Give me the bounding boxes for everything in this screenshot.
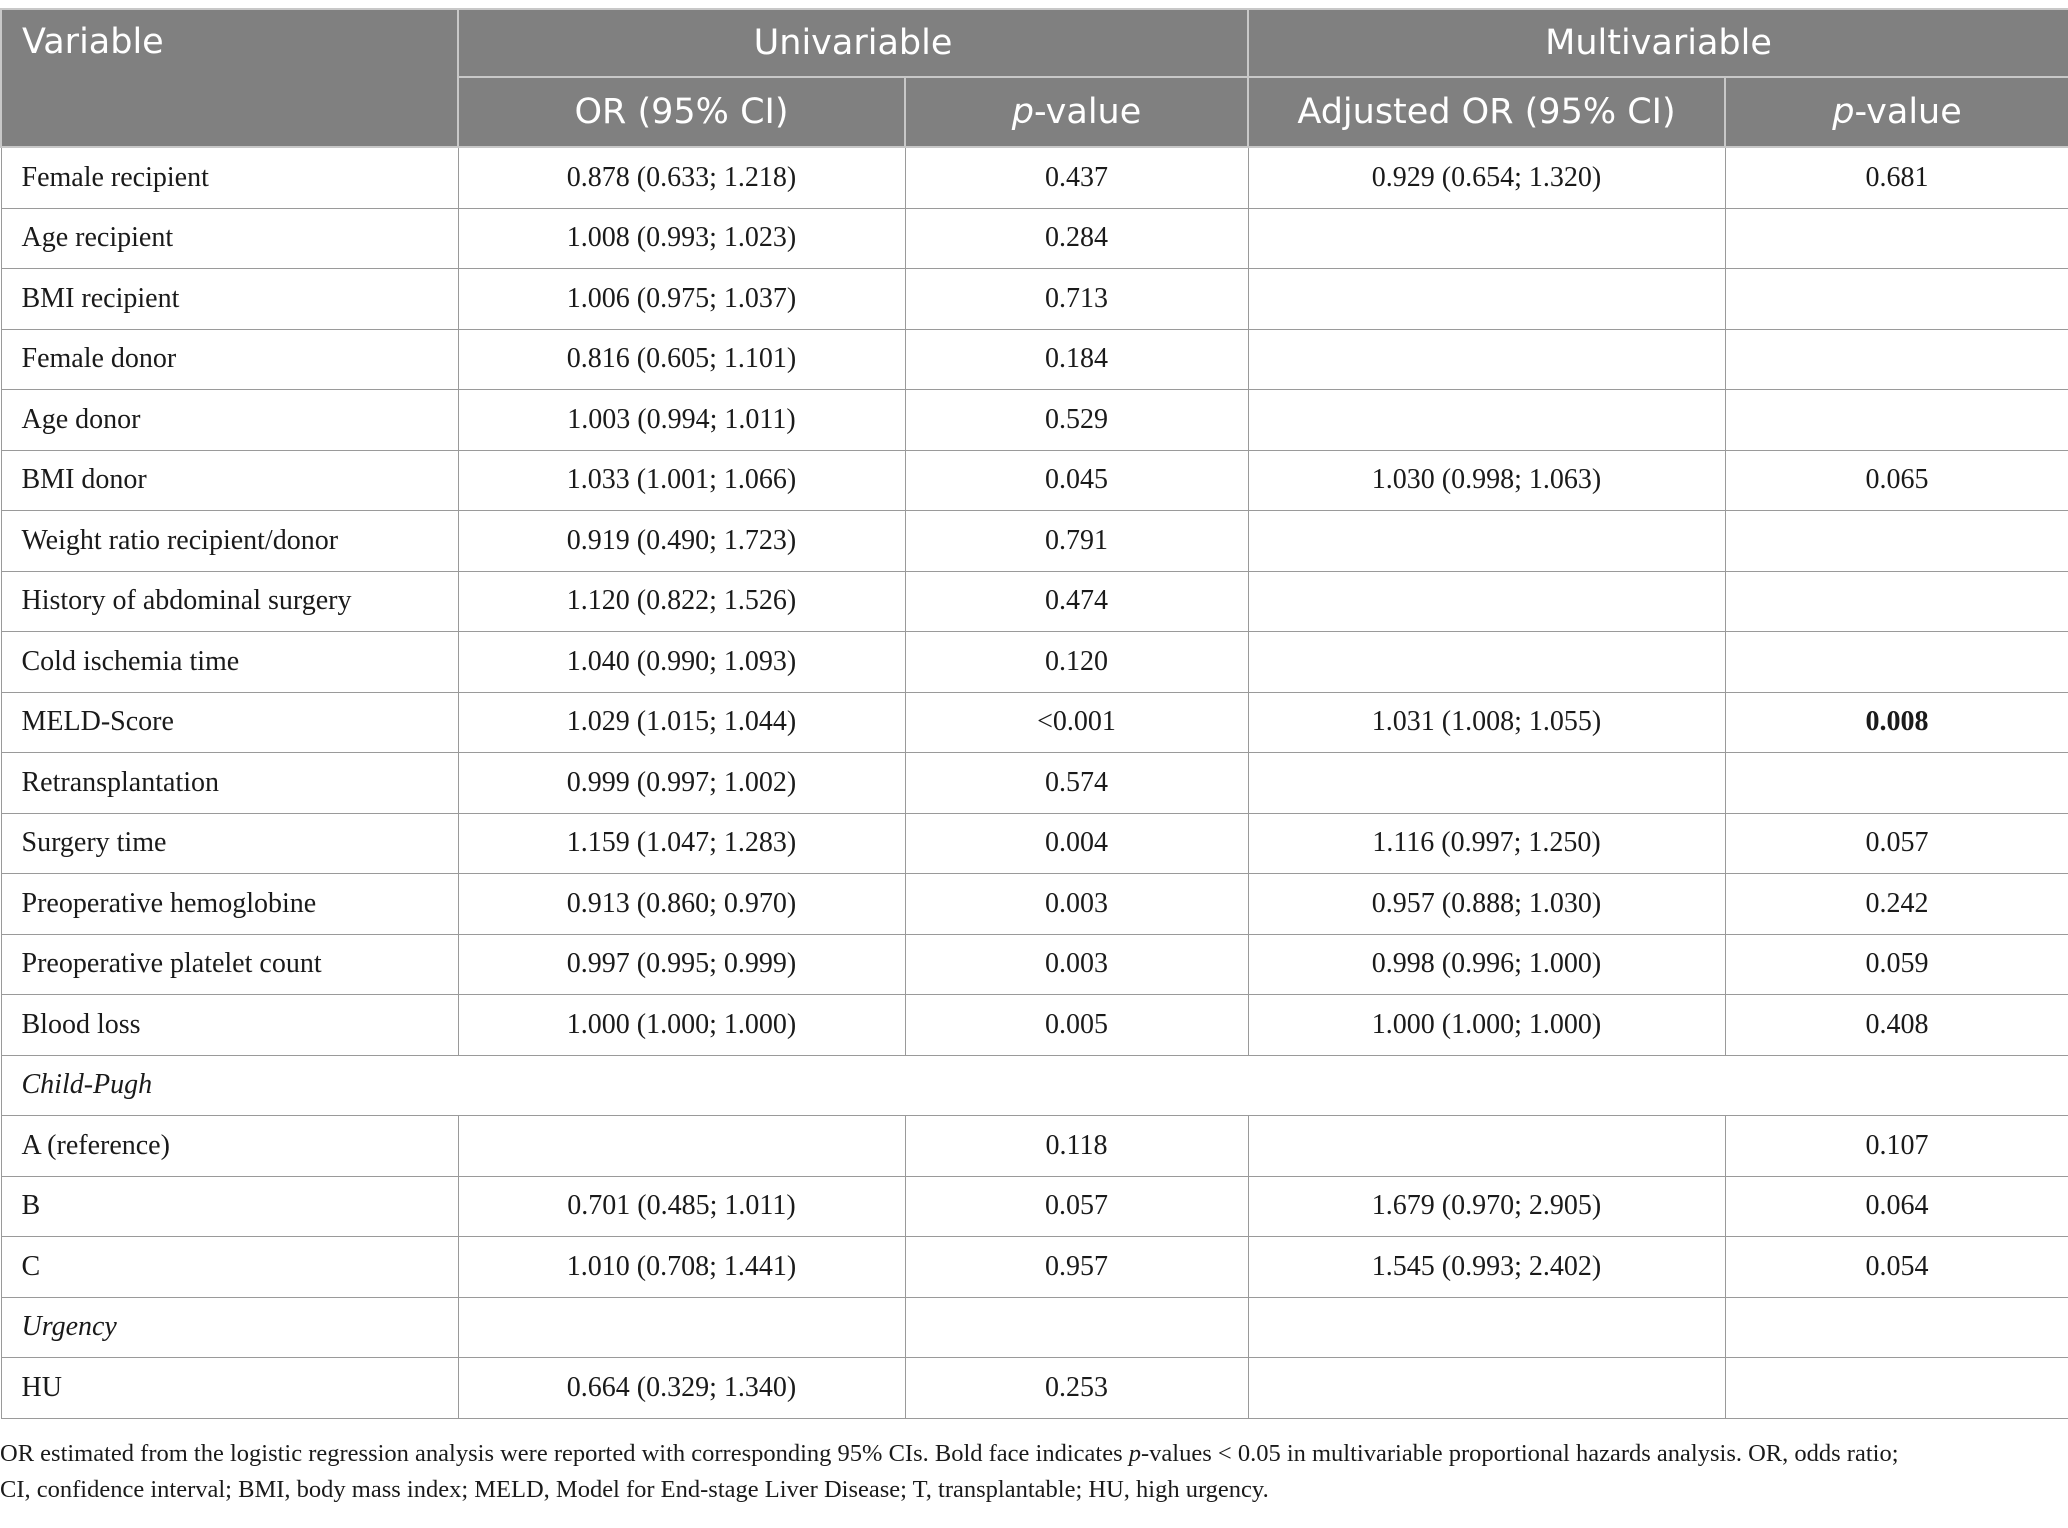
adjusted-p-value-cell: 0.107 [1725,1116,2068,1177]
adjusted-or-ci-cell [1248,1116,1725,1177]
p-value-cell: 0.184 [905,329,1248,390]
adjusted-or-ci-cell [1248,208,1725,269]
table-row [1,329,2068,390]
or-ci-cell: 0.701 (0.485; 1.011) [458,1176,905,1237]
p-value-cell: 0.957 [905,1237,1248,1298]
adjusted-or-ci-cell: 0.929 (0.654; 1.320) [1248,147,1725,208]
adjusted-or-ci-cell: 0.998 (0.996; 1.000) [1248,934,1725,995]
variable-cell: History of abdominal surgery [1,571,458,632]
p-value-cell: 0.003 [905,874,1248,935]
p-value-cell: 0.791 [905,511,1248,572]
footnote-line-1 [0,1436,2050,1472]
adjusted-p-value-cell: 0.054 [1725,1237,2068,1298]
adjusted-or-ci-cell [1248,329,1725,390]
p-value-cell: 0.004 [905,813,1248,874]
p-value-cell: 0.574 [905,753,1248,814]
adjusted-p-value-cell [1725,269,2068,330]
table-row [1,995,2068,1056]
adjusted-or-ci-cell [1248,571,1725,632]
section-label: Child-Pugh [1,1055,2068,1116]
p-value-cell: 0.045 [905,450,1248,511]
table-row [1,208,2068,269]
or-ci-cell: 1.006 (0.975; 1.037) [458,269,905,330]
table-row [1,1055,2068,1116]
or-ci-cell: 0.997 (0.995; 0.999) [458,934,905,995]
adjusted-or-ci-cell: 1.679 (0.970; 2.905) [1248,1176,1725,1237]
table-row [1,874,2068,935]
table-footnote [0,1436,2050,1508]
header-p-italic: p [1011,92,1034,132]
table-row [1,147,2068,208]
table-row [1,1176,2068,1237]
footnote-text: OR estimated from the logistic regression analysis were reported with corresponding 95% CIs. Bold face indicates [0,1440,1129,1467]
adjusted-p-value-cell: 0.242 [1725,874,2068,935]
header-p-suffix: -value [1033,92,1142,132]
adjusted-p-value-cell: 0.008 [1725,692,2068,753]
section-label: Urgency [1,1297,458,1358]
adjusted-or-ci-cell: 1.030 (0.998; 1.063) [1248,450,1725,511]
header-or-ci: OR (95% CI) [458,77,905,147]
adjusted-or-ci-cell [1248,511,1725,572]
or-ci-cell: 1.029 (1.015; 1.044) [458,692,905,753]
adjusted-p-value-cell [1725,208,2068,269]
adjusted-p-value-cell [1725,511,2068,572]
table-body [1,147,2068,1418]
adjusted-p-value-cell [1725,390,2068,451]
empty-cell [1725,1297,2068,1358]
variable-cell: Female recipient [1,147,458,208]
adjusted-or-ci-cell: 1.116 (0.997; 1.250) [1248,813,1725,874]
table-row [1,511,2068,572]
p-value-cell: <0.001 [905,692,1248,753]
variable-cell: Preoperative hemoglobine [1,874,458,935]
variable-cell: Retransplantation [1,753,458,814]
table-row [1,934,2068,995]
adjusted-or-ci-cell: 1.031 (1.008; 1.055) [1248,692,1725,753]
variable-cell: HU [1,1358,458,1419]
or-ci-cell: 1.159 (1.047; 1.283) [458,813,905,874]
header-p-value-multi [1725,77,2068,147]
or-ci-cell: 0.664 (0.329; 1.340) [458,1358,905,1419]
p-value-cell: 0.253 [905,1358,1248,1419]
adjusted-p-value-cell [1725,571,2068,632]
variable-cell: Preoperative platelet count [1,934,458,995]
adjusted-p-value-cell: 0.065 [1725,450,2068,511]
p-value-cell: 0.713 [905,269,1248,330]
or-ci-cell: 1.008 (0.993; 1.023) [458,208,905,269]
or-ci-cell: 1.033 (1.001; 1.066) [458,450,905,511]
table-row [1,753,2068,814]
adjusted-p-value-cell: 0.057 [1725,813,2068,874]
p-value-cell: 0.057 [905,1176,1248,1237]
adjusted-or-ci-cell [1248,632,1725,693]
variable-cell: Surgery time [1,813,458,874]
adjusted-p-value-cell: 0.059 [1725,934,2068,995]
table-row [1,1237,2068,1298]
adjusted-p-value-cell: 0.408 [1725,995,2068,1056]
variable-cell: B [1,1176,458,1237]
table-header [1,9,2068,147]
table-row [1,450,2068,511]
p-value-cell: 0.437 [905,147,1248,208]
table-row [1,632,2068,693]
or-ci-cell: 1.003 (0.994; 1.011) [458,390,905,451]
table-row [1,692,2068,753]
header-p-value-uni [905,77,1248,147]
p-value-cell: 0.118 [905,1116,1248,1177]
empty-cell [905,1297,1248,1358]
or-ci-cell: 1.120 (0.822; 1.526) [458,571,905,632]
table-row [1,813,2068,874]
variable-cell: Blood loss [1,995,458,1056]
table-row [1,269,2068,330]
adjusted-p-value-cell: 0.681 [1725,147,2068,208]
variable-cell: MELD-Score [1,692,458,753]
adjusted-or-ci-cell: 0.957 (0.888; 1.030) [1248,874,1725,935]
or-ci-cell: 0.816 (0.605; 1.101) [458,329,905,390]
empty-cell [458,1297,905,1358]
adjusted-or-ci-cell [1248,1358,1725,1419]
variable-cell: Age donor [1,390,458,451]
variable-cell: Weight ratio recipient/donor [1,511,458,572]
variable-cell: BMI recipient [1,269,458,330]
or-ci-cell: 1.040 (0.990; 1.093) [458,632,905,693]
header-adjusted-or-ci: Adjusted OR (95% CI) [1248,77,1725,147]
or-ci-cell: 1.010 (0.708; 1.441) [458,1237,905,1298]
adjusted-or-ci-cell: 1.000 (1.000; 1.000) [1248,995,1725,1056]
adjusted-p-value-cell [1725,329,2068,390]
adjusted-or-ci-cell [1248,753,1725,814]
or-ci-cell [458,1116,905,1177]
or-ci-cell: 0.999 (0.997; 1.002) [458,753,905,814]
adjusted-or-ci-cell [1248,390,1725,451]
variable-cell: BMI donor [1,450,458,511]
p-value-cell: 0.284 [905,208,1248,269]
table-row [1,390,2068,451]
adjusted-or-ci-cell: 1.545 (0.993; 2.402) [1248,1237,1725,1298]
header-p-italic: p [1832,92,1855,132]
table-row [1,571,2068,632]
header-p-suffix: -value [1854,92,1962,132]
or-ci-cell: 0.913 (0.860; 0.970) [458,874,905,935]
header-univariable: Univariable [458,9,1248,77]
adjusted-or-ci-cell [1248,269,1725,330]
footnote-line-2: CI, confidence interval; BMI, body mass index; MELD, Model for End-stage Liver Disease; T, transplantable; HU, high urgency. [0,1476,1269,1503]
footnote-text: -values < 0.05 in multivariable proportional hazards analysis. OR, odds ratio; [1141,1440,1899,1467]
variable-cell: Age recipient [1,208,458,269]
or-ci-cell: 0.878 (0.633; 1.218) [458,147,905,208]
p-value-cell: 0.529 [905,390,1248,451]
header-variable: Variable [1,9,458,147]
variable-cell: Cold ischemia time [1,632,458,693]
p-value-cell: 0.005 [905,995,1248,1056]
variable-cell: C [1,1237,458,1298]
p-value-cell: 0.003 [905,934,1248,995]
table-row [1,1358,2068,1419]
footnote-p-italic: p [1128,1440,1141,1467]
p-value-cell: 0.120 [905,632,1248,693]
or-ci-cell: 1.000 (1.000; 1.000) [458,995,905,1056]
p-value-cell: 0.474 [905,571,1248,632]
table-row [1,1116,2068,1177]
adjusted-p-value-cell [1725,632,2068,693]
variable-cell: A (reference) [1,1116,458,1177]
adjusted-p-value-cell [1725,753,2068,814]
table-wrapper [0,8,2068,1419]
empty-cell [1248,1297,1725,1358]
header-multivariable: Multivariable [1248,9,2068,77]
or-ci-cell: 0.919 (0.490; 1.723) [458,511,905,572]
table-row [1,1297,2068,1358]
variable-cell: Female donor [1,329,458,390]
regression-table [0,8,2068,1419]
adjusted-p-value-cell [1725,1358,2068,1419]
adjusted-p-value-cell: 0.064 [1725,1176,2068,1237]
